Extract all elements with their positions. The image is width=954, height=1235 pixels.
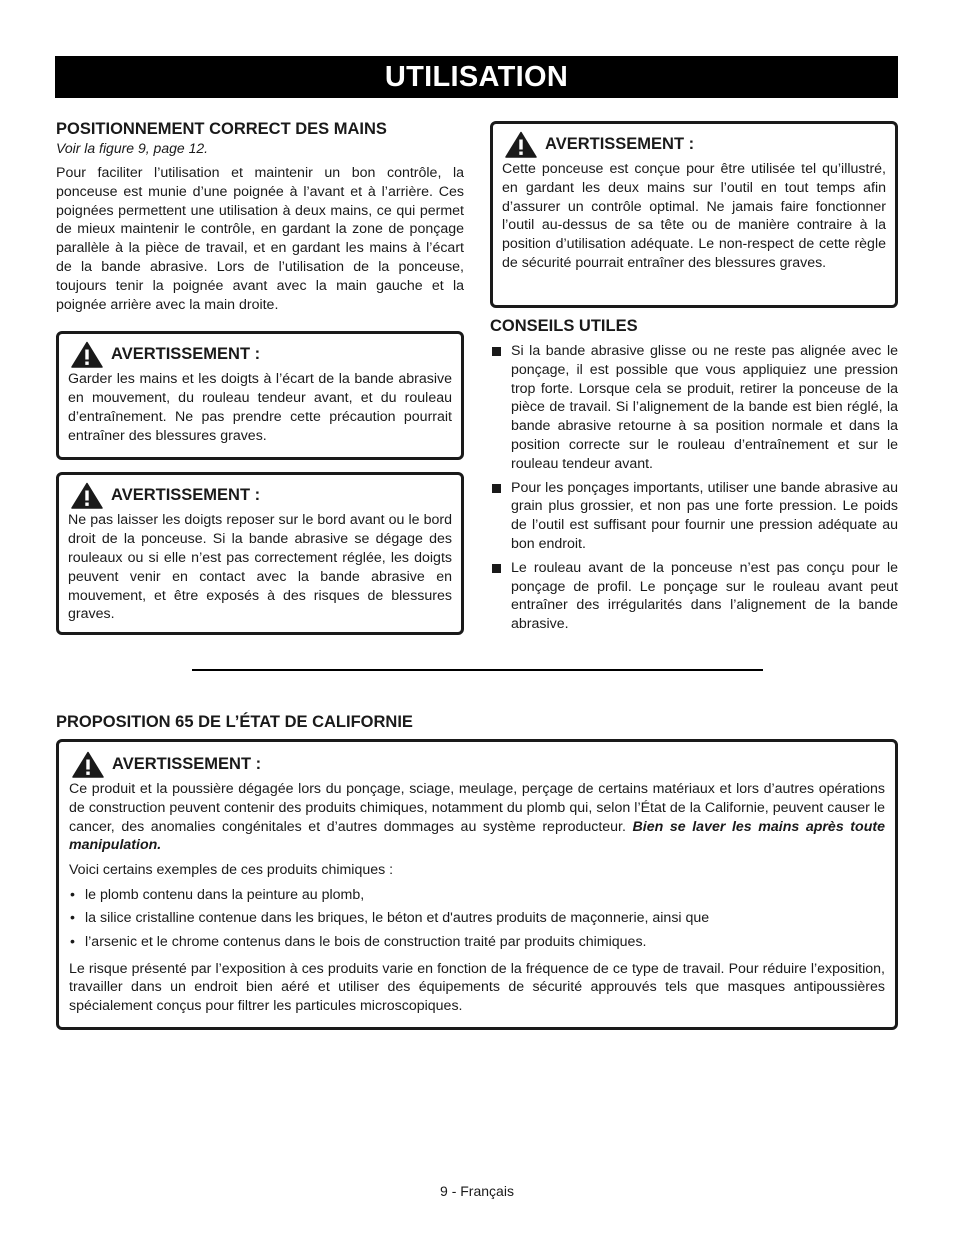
tip-text: Le rouleau avant de la ponceuse n’est pas conçu pour le ponçage de profil. Le ponçage sur le rouleau avant peut entraîner des irrégularités dans l’alignement de la bande abrasive.	[511, 559, 898, 633]
warning-triangle-icon	[72, 751, 104, 778]
list-item	[69, 933, 885, 952]
tips-heading: CONSEILS UTILES	[490, 317, 638, 335]
warning-text: Garder les mains et les doigts à l’écart de la bande abrasive en mouvement, du rouleau tendeur avant, et du rouleau d’entraînement. Ne pas prendre cette précaution pourrait entraîner des blessures graves.	[68, 371, 452, 444]
chemical-text: la silice cristalline contenue dans les briques, le béton et d'autres produits de maçonnerie, ainsi que	[85, 910, 710, 927]
list-item	[69, 909, 885, 928]
section-divider	[192, 669, 763, 671]
warning-header	[69, 750, 885, 778]
list-item	[69, 886, 885, 905]
chemical-text: l’arsenic et le chrome contenus dans le bois de construction traité par produits chimiques.	[85, 933, 647, 950]
chemicals-list	[69, 886, 885, 952]
list-item	[490, 342, 898, 474]
tip-text: Si la bande abrasive glisse ou ne reste pas alignée avec le ponçage, il est possible que vous appliquiez une pression trop forte. Lorsque cela se produit, retirer la ponceuse de la pièce de travail. Si l’alignement de la bande est bien réglé, la bande abrasive retourne à sa position normale et dans la position correcte sur le rouleau d’entraînement et sur le rouleau tendeur avant.	[511, 343, 898, 472]
warning-header	[68, 340, 452, 368]
square-bullet-icon	[492, 347, 501, 356]
square-bullet-icon	[492, 484, 501, 493]
hands-body: Pour faciliter l’utilisation et maintenir un bon contrôle, la ponceuse est munie d’une poignée à l’avant et à l’arrière. Ces poignées permettent une utilisation à deux mains, ce qui permet de mieux maintenir le contrôle, en gardant la zone de ponçage parallèle à la pièce de travail, et en gardant les mains à l’écart de la bande abrasive. Lors de l’utilisation de la ponceuse, toujours tenir la poignée avant avec la main gauche et la poignée arrière avec la main droite.	[56, 165, 464, 313]
tips-list	[490, 342, 898, 634]
warning-triangle-icon	[505, 131, 537, 158]
bullet-dot-icon: •	[70, 886, 75, 903]
list-item	[490, 479, 898, 554]
tip-text: Pour les ponçages importants, utiliser une bande abrasive au grain plus grossier, et non pas une forte pression. Le poids de l’outil est suffisant pour fournir une pression adéquate au bon endroit.	[511, 479, 898, 552]
square-bullet-icon	[492, 564, 501, 573]
warning-triangle-icon	[71, 482, 103, 509]
page-number: 9 - Français	[440, 1183, 514, 1199]
warning-box-usage	[490, 121, 898, 308]
prop65-emphasis: Bien se laver les mains après toute manipulation.	[69, 818, 885, 854]
left-column	[56, 119, 464, 635]
bullet-dot-icon: •	[70, 933, 75, 950]
section-banner: UTILISATION	[55, 56, 898, 98]
warning-text: Ne pas laisser les doigts reposer sur le bord avant ou le bord droit de la ponceuse. Si la bande abrasive se dégage des rouleaux ou si elle n’est pas correctement réglée, les doigts peuvent venir en contact avec la bande abrasive en mouvement, et être exposés à des risques de blessures graves.	[68, 512, 452, 623]
list-item	[490, 559, 898, 634]
warning-title: AVERTISSEMENT :	[111, 344, 261, 363]
right-column	[490, 121, 898, 639]
prop65-heading: PROPOSITION 65 DE L’ÉTAT DE CALIFORNIE	[56, 713, 413, 731]
warning-box-prop65	[56, 739, 898, 1030]
warning-header	[68, 481, 452, 509]
prop65-intro: Voici certains exemples de ces produits chimiques :	[69, 862, 394, 879]
bullet-dot-icon: •	[70, 910, 75, 927]
prop65-text: Ce produit et la poussière dégagée lors du ponçage, sciage, meulage, perçage de certains matériaux et lors d’autres opérations de construction peuvent contenir des produits chimiques, notamment du plomb qui, selon l’État de la Californie, peuvent causer le cancer, des anomalies congénitales et d’autres dommages au système reproducteur.	[69, 781, 885, 835]
warning-triangle-icon	[71, 341, 103, 368]
warning-title: AVERTISSEMENT :	[545, 134, 695, 153]
warning-box-fingers	[56, 472, 464, 635]
prop65-paragraph-1	[69, 780, 885, 855]
warning-title: AVERTISSEMENT :	[111, 485, 261, 504]
warning-header	[502, 130, 886, 158]
warning-text: Cette ponceuse est conçue pour être utilisée tel qu’illustré, en gardant les deux mains sur l’outil en tout temps afin d’assurer un contrôle optimal. Ne jamais faire fonctionner l’outil au-dessus de sa tête ou de manière contraire à la position d’utilisation adéquate. Le non-respect de cette règle de sécurité pourrait entraîner des blessures graves.	[502, 161, 886, 271]
warning-title: AVERTISSEMENT :	[112, 754, 262, 773]
hands-figure-ref: Voir la figure 9, page 12.	[56, 140, 209, 156]
chemical-text: le plomb contenu dans la peinture au plomb,	[85, 886, 365, 903]
prop65-section	[56, 712, 898, 1030]
warning-box-hands	[56, 331, 464, 460]
hands-heading: POSITIONNEMENT CORRECT DES MAINS	[56, 120, 387, 138]
prop65-paragraph-2: Le risque présenté par l’exposition à ces produits varie en fonction de la fréquence de ce type de travail. Pour réduire l’exposition, travailler dans un endroit bien aéré et utiliser des équipements de sécurité approuvés tels que masques antipoussières spécialement conçus pour filtrer les particules microscopiques.	[69, 960, 885, 1015]
